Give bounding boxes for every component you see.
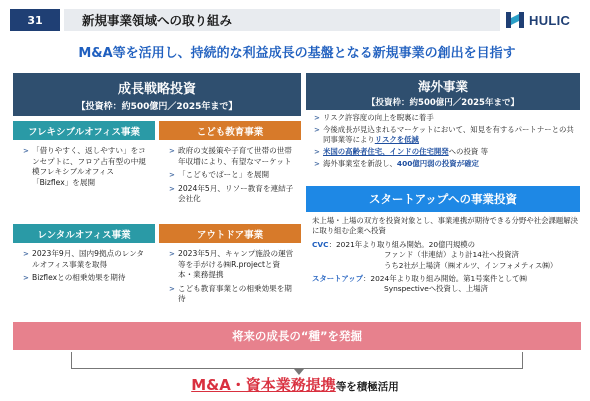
overseas-item-1: リスク許容度の向上を睨裏に着手	[323, 113, 434, 122]
overseas-item-3-emphasis: 米国の高齢者住宅、インドの住宅開発	[323, 147, 449, 156]
startup-label: スタートアップ	[312, 274, 363, 284]
list-item: > こども教育事業との相乗効果を期待	[169, 284, 295, 305]
slide-header	[0, 0, 590, 34]
list-item	[314, 113, 576, 123]
list-item: > 2023年5月、キャンプ施設の運営等を手がける㈱R.projectと資本・業務提携	[169, 249, 295, 281]
outdoor-title: アウトドア事業	[159, 224, 301, 243]
cvc-line-3: うち2社が上場済（㈱オルツ、インフォメティス㈱）	[384, 260, 558, 270]
rental-office-cell	[13, 224, 155, 319]
startup-line-1: ：2024年より取り組み開始。第1号案件として㈱	[363, 274, 527, 284]
kids-education-list	[159, 140, 301, 205]
overseas-header	[306, 73, 580, 110]
startup-body	[312, 216, 580, 316]
growth-title: 成長戦略投資	[117, 82, 196, 97]
kids-education-title: こども教育事業	[159, 121, 301, 140]
overseas-item-2-emphasis: リスクを低減	[374, 135, 419, 144]
slide-title	[64, 9, 500, 31]
seed-banner: 将来の成長の“種”を発掘	[13, 322, 581, 350]
rental-office-title: レンタルオフィス事業	[13, 224, 155, 243]
list-item: > 2024年5月、リソー教育を連結子会社化	[169, 184, 295, 205]
overseas-item-3-text: への投資 等	[448, 147, 488, 156]
overseas-body	[306, 110, 580, 185]
bracket-connector	[71, 352, 523, 369]
startup-header: スタートアップへの事業投資	[306, 186, 580, 212]
cvc-line-2: ファンド（非連結）より計14社へ投資済	[384, 250, 519, 260]
list-item	[314, 159, 576, 169]
footer-rest: 等を積極活用	[335, 381, 399, 393]
rental-office-list	[13, 243, 155, 284]
list-item: > 「借りやすく、返しやすい」をコンセプトに、フロア占有型の中規模フレキシブルオフィス「Bizflex」を展開	[23, 146, 149, 188]
flexible-office-title: フレキシブルオフィス事業	[13, 121, 155, 140]
overseas-list	[306, 110, 580, 169]
startup-line-2: Synspectiveへ投資し、上場済	[384, 284, 488, 294]
list-item	[314, 147, 576, 157]
kids-education-cell	[159, 121, 301, 221]
page-number: 31	[10, 9, 60, 31]
slide-title-text: 新規事業領域への取り組み	[82, 13, 233, 28]
hulic-logo-icon	[506, 12, 524, 28]
overseas-title: 海外事業	[417, 79, 468, 94]
cvc-block	[312, 240, 580, 271]
overseas-item-4-text: 海外事業室を新設し、	[323, 159, 397, 168]
overseas-item-4-emphasis: 400億円弱の投資が確定	[396, 159, 479, 168]
cvc-label: CVC	[312, 239, 329, 249]
list-item: > 2023年9月、国内9拠点のレンタルオフィス事業を取得	[23, 249, 149, 270]
outdoor-list	[159, 243, 301, 305]
footer-highlight: M&A・資本業務提携	[191, 376, 336, 394]
startup-intro: 未上場・上場の双方を投資対象とし、事業連携が期待できる分野や社会課題解決に取り組む企業へ投資	[312, 216, 579, 236]
overseas-budget: 【投資枠：約500億円／2025年まで】	[367, 98, 519, 108]
list-item	[314, 125, 576, 145]
growth-investment-header	[13, 73, 301, 116]
logo-text: HULIC	[529, 12, 571, 28]
overseas-item-2-text: 今後成長が見込まれるマーケットにおいて、知見を有するパートナーとの共同事業等により	[323, 125, 574, 144]
footer-message	[0, 374, 590, 395]
flexible-office-list	[13, 140, 155, 188]
hulic-logo	[506, 11, 570, 29]
flexible-office-cell	[13, 121, 155, 221]
list-item: > Bizflexとの相乗効果を期待	[23, 273, 149, 284]
growth-budget: 【投資枠：約500億円／2025年まで】	[76, 102, 238, 112]
list-item: > 「こどもでぱーと」を展開	[169, 170, 295, 181]
startup-block	[312, 274, 580, 295]
cvc-line-1: ：2021年より取り組み開始。20億円規模の	[328, 239, 476, 249]
slide-subtitle: M&A等を活用し、持続的な利益成長の基盤となる新規事業の創出を目指す	[78, 46, 516, 61]
outdoor-cell	[159, 224, 301, 319]
list-item: > 政府の支援策や子育て世帯の世帯年収増により、有望なマーケット	[169, 146, 295, 167]
